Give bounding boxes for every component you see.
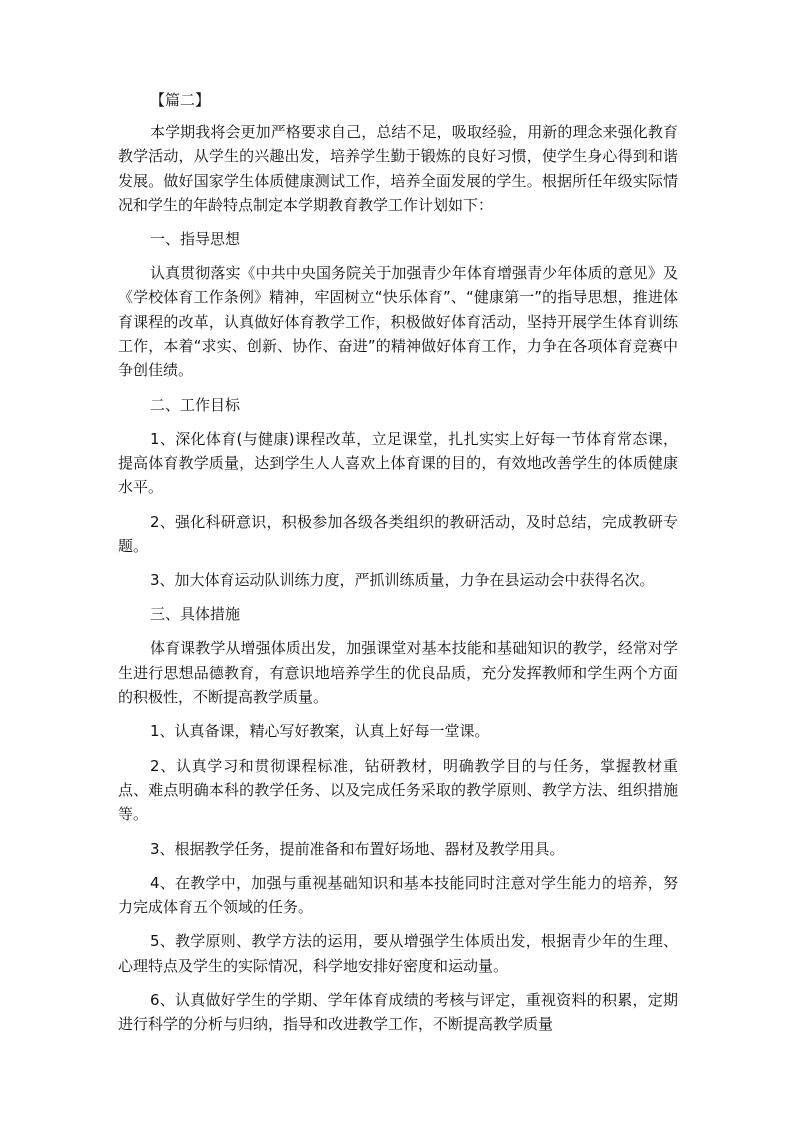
section-3-paragraph-2: 1、认真备课，精心写好教案，认真上好每一堂课。 xyxy=(150,722,490,741)
document-page xyxy=(118,90,678,1047)
intro-paragraph: 本学期我将会更加严格要求自己，总结不足，吸取经验，用新的理念来强化教育教学活动，从学生的兴趣出发，培养学生勤于锻炼的良好习惯，使学生身心得到和谐发展。做好国家学生体质健康测试工作，培养全面发展的学生。根据所任年级实际情况和学生的年龄特点制定本学期教育教学工作计划如下： xyxy=(118,123,678,214)
section-3-paragraph-3: 2、认真学习和贯彻课程标准，钻研教材，明确教学目的与任务，掌握教材重点、难点明确本科的教学任务、以及完成任务采取的教学原则、教学方法、组织措施等。 xyxy=(118,756,678,824)
section-title-specific-measures: 三、具体措施 xyxy=(150,605,241,624)
section-2-paragraph-2: 2、强化科研意识，积极参加各级各类组织的教研活动，及时总结，完成教研专题。 xyxy=(118,512,678,555)
section-3-paragraph-7: 6、认真做好学生的学期、学年体育成绩的考核与评定，重视资料的积累，定期进行科学的分析与归纳，指导和改进教学工作，不断提高教学质量 xyxy=(118,991,678,1034)
section-title-guiding-ideology: 一、指导思想 xyxy=(150,230,241,249)
section-2-paragraph-3: 3、加大体育运动队训练力度，严抓训练质量，力争在县运动会中获得名次。 xyxy=(150,571,655,590)
section-3-paragraph-6: 5、教学原则、教学方法的运用，要从增强学生体质出发，根据青少年的生理、心理特点及学生的实际情况，科学地安排好密度和运动量。 xyxy=(118,932,678,975)
document-title: 【篇二】 xyxy=(150,91,211,109)
section-3-paragraph-5: 4、在教学中，加强与重视基础知识和基本技能同时注意对学生能力的培养，努力完成体育五个领域的任务。 xyxy=(118,873,678,917)
section-3-paragraph-1: 体育课教学从增强体质出发，加强课堂对基本技能和基础知识的教学，经常对学生进行思想品德教育，有意识地培养学生的优良品质，充分发挥教师和学生两个方面的积极性，不断提高教学质量。 xyxy=(118,639,678,707)
section-3-paragraph-4: 3、根据教学任务，提前准备和布置好场地、器材及教学用具。 xyxy=(150,839,565,858)
section-title-work-goals: 二、工作目标 xyxy=(150,395,241,414)
section-1-paragraph-1: 认真贯彻落实《中共中央国务院关于加强青少年体育增强青少年体质的意见》及《学校体育工作条例》精神，牢固树立“快乐体育”、“健康第一”的指导思想，推进体育课程的改革，认真做好体育教学工作，积极做好体育活动，坚持开展学生体育训练工作，本着“求实、创新、协作、奋进”的精神做好体育工作，力争在各项体育竞赛中争创佳绩。 xyxy=(118,264,678,380)
section-2-paragraph-1: 1、深化体育(与健康)课程改革，立足课堂，扎扎实实上好每一节体育常态课，提高体育教学质量，达到学生人人喜欢上体育课的目的，有效地改善学生的体质健康水平。 xyxy=(118,429,678,497)
